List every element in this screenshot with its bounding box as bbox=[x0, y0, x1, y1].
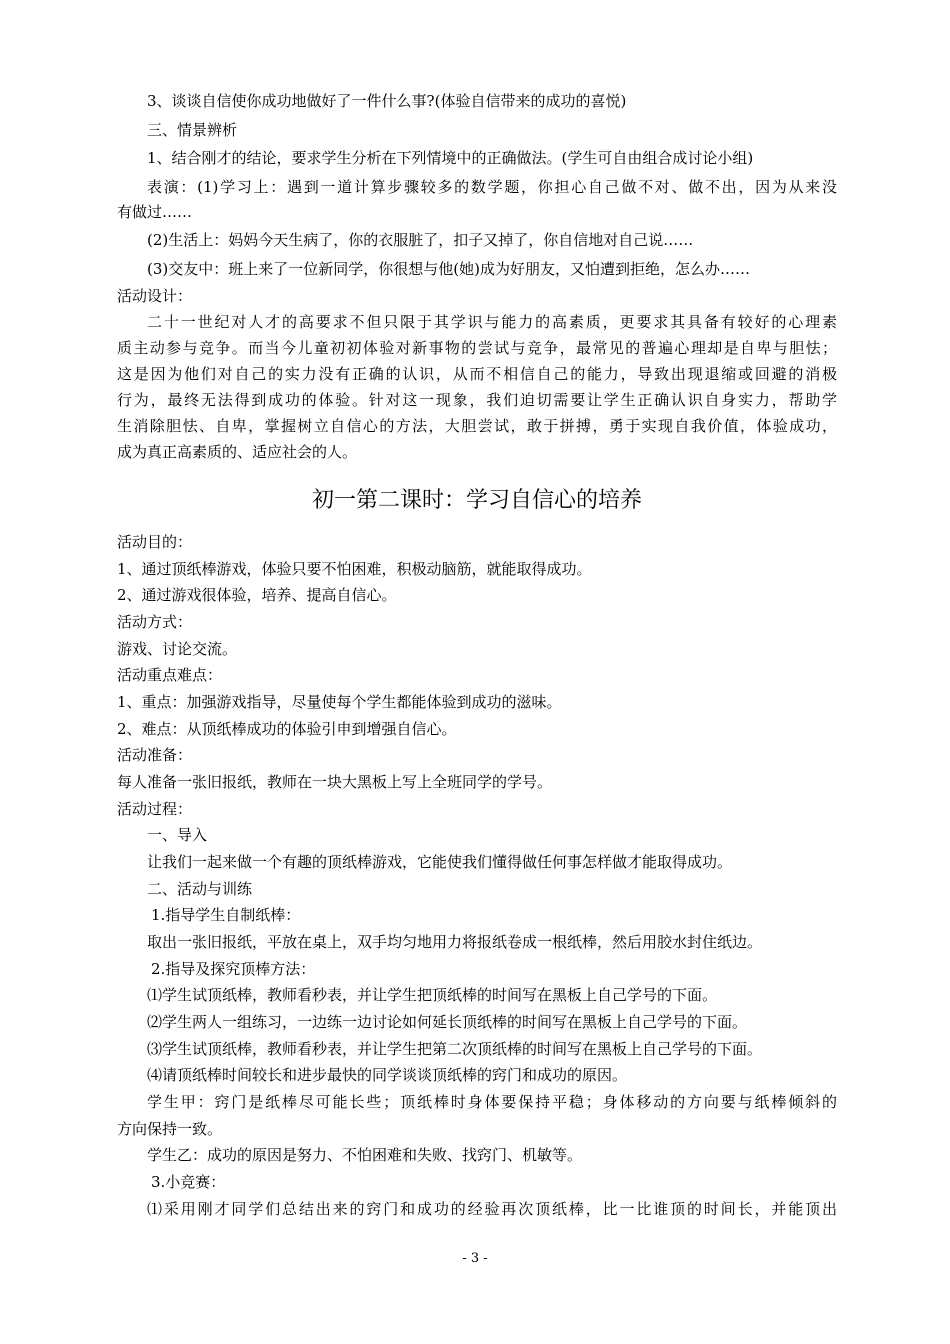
key-label: 活动重点难点： bbox=[117, 666, 223, 684]
scenario-instruction: 1、结合刚才的结论，要求学生分析在下列情境中的正确做法。(学生可自由组合成讨论小组) bbox=[147, 149, 754, 167]
key-point-1: 1、重点：加强游戏指导，尽量使每个学生都能体验到成功的滋味。 bbox=[117, 693, 562, 711]
mode-label: 活动方式： bbox=[117, 613, 193, 631]
step-2-heading: 2.指导及探究顶棒方法： bbox=[151, 960, 316, 978]
design-paragraph-line: 成为真正高素质的、适应社会的人。 bbox=[117, 443, 358, 461]
scenario-life: (2)生活上：妈妈今天生病了，你的衣服脏了，扣子又掉了，你自信地对自己说…… bbox=[147, 231, 694, 249]
step-2-item: ⑷请顶纸棒时间较长和进步最快的同学谈谈顶纸棒的窍门和成功的原因。 bbox=[147, 1066, 628, 1084]
page-number: - 3 - bbox=[462, 1251, 488, 1266]
mode-text: 游戏、讨论交流。 bbox=[117, 640, 238, 658]
prep-text: 每人准备一张旧报纸，教师在一块大黑板上写上全班同学的学号。 bbox=[117, 773, 553, 791]
goal-label: 活动目的： bbox=[117, 533, 193, 551]
question-3: 3、谈谈自信使你成功地做好了一件什么事?(体验自信带来的成功的喜悦) bbox=[147, 92, 627, 110]
goal-1: 1、通过顶纸棒游戏，体验只要不怕困难，积极动脑筋，就能取得成功。 bbox=[117, 560, 592, 578]
performance-line-2: 有做过…… bbox=[117, 203, 193, 221]
performance-line-1: 表演：(1)学习上：遇到一道计算步骤较多的数学题，你担心自己做不对、做不出，因为从来没 bbox=[147, 178, 837, 196]
student-a-line-1: 学生甲：窍门是纸棒尽可能长些；顶纸棒时身体要保持平稳；身体移动的方向要与纸棒倾斜的 bbox=[147, 1093, 837, 1111]
intro-heading: 一、导入 bbox=[147, 826, 208, 844]
process-label: 活动过程： bbox=[117, 800, 193, 818]
prep-label: 活动准备： bbox=[117, 746, 193, 764]
step-1-heading: 1.指导学生自制纸棒： bbox=[151, 906, 301, 924]
design-paragraph-line: 这是因为他们对自己的实力没有正确的认识，从而不相信自己的能力，导致出现退缩或回避的消极 bbox=[117, 365, 837, 383]
design-paragraph-line: 二十一世纪对人才的高要求不但只限于其学识与能力的高素质，更要求其具备有较好的心理素 bbox=[147, 313, 837, 331]
lesson-title: 初一第二课时：学习自信心的培养 bbox=[311, 488, 642, 513]
step-2-item: ⑴学生试顶纸棒，教师看秒表，并让学生把顶纸棒的时间写在黑板上自己学号的下面。 bbox=[147, 986, 718, 1004]
training-heading: 二、活动与训练 bbox=[147, 880, 253, 898]
student-a-line-2: 方向保持一致。 bbox=[117, 1120, 223, 1138]
design-paragraph-line: 质主动参与竞争。而当今儿童初初体验对新事物的尝试与竞争，最常见的普遍心理却是自卑与胆怯； bbox=[117, 339, 837, 357]
step-2-item: ⑶学生试顶纸棒，教师看秒表，并让学生把第二次顶纸棒的时间写在黑板上自己学号的下面。 bbox=[147, 1040, 763, 1058]
step-3-heading: 3.小竞赛： bbox=[151, 1173, 226, 1191]
scenario-social: (3)交友中：班上来了一位新同学，你很想与他(她)成为好朋友，又怕遭到拒绝，怎么办…… bbox=[147, 260, 750, 278]
design-label: 活动设计： bbox=[117, 287, 193, 305]
step-2-item: ⑵学生两人一组练习，一边练一边讨论如何延长顶纸棒的时间写在黑板上自己学号的下面。 bbox=[147, 1013, 748, 1031]
step-1-text: 取出一张旧报纸，平放在桌上，双手均匀地用力将报纸卷成一根纸棒，然后用胶水封住纸边。 bbox=[147, 933, 763, 951]
student-b: 学生乙：成功的原因是努力、不怕困难和失败、找窍门、机敏等。 bbox=[147, 1146, 583, 1164]
key-point-2: 2、难点：从顶纸棒成功的体验引申到增强自信心。 bbox=[117, 720, 457, 738]
intro-text: 让我们一起来做一个有趣的顶纸棒游戏，它能使我们懂得做任何事怎样做才能取得成功。 bbox=[147, 853, 733, 871]
section-3-heading: 三、情景辨析 bbox=[147, 121, 238, 139]
step-3-item-1: ⑴采用刚才同学们总结出来的窍门和成功的经验再次顶纸棒，比一比谁顶的时间长，并能顶出 bbox=[147, 1200, 837, 1218]
design-paragraph-line: 生消除胆怯、自卑，掌握树立自信心的方法，大胆尝试，敢于拼搏，勇于实现自我价值，体验成功， bbox=[117, 417, 837, 435]
design-paragraph-line: 行为，最终无法得到成功的体验。针对这一现象，我们迫切需要让学生正确认识自身实力，帮助学 bbox=[117, 391, 837, 409]
goal-2: 2、通过游戏很体验，培养、提高自信心。 bbox=[117, 586, 397, 604]
